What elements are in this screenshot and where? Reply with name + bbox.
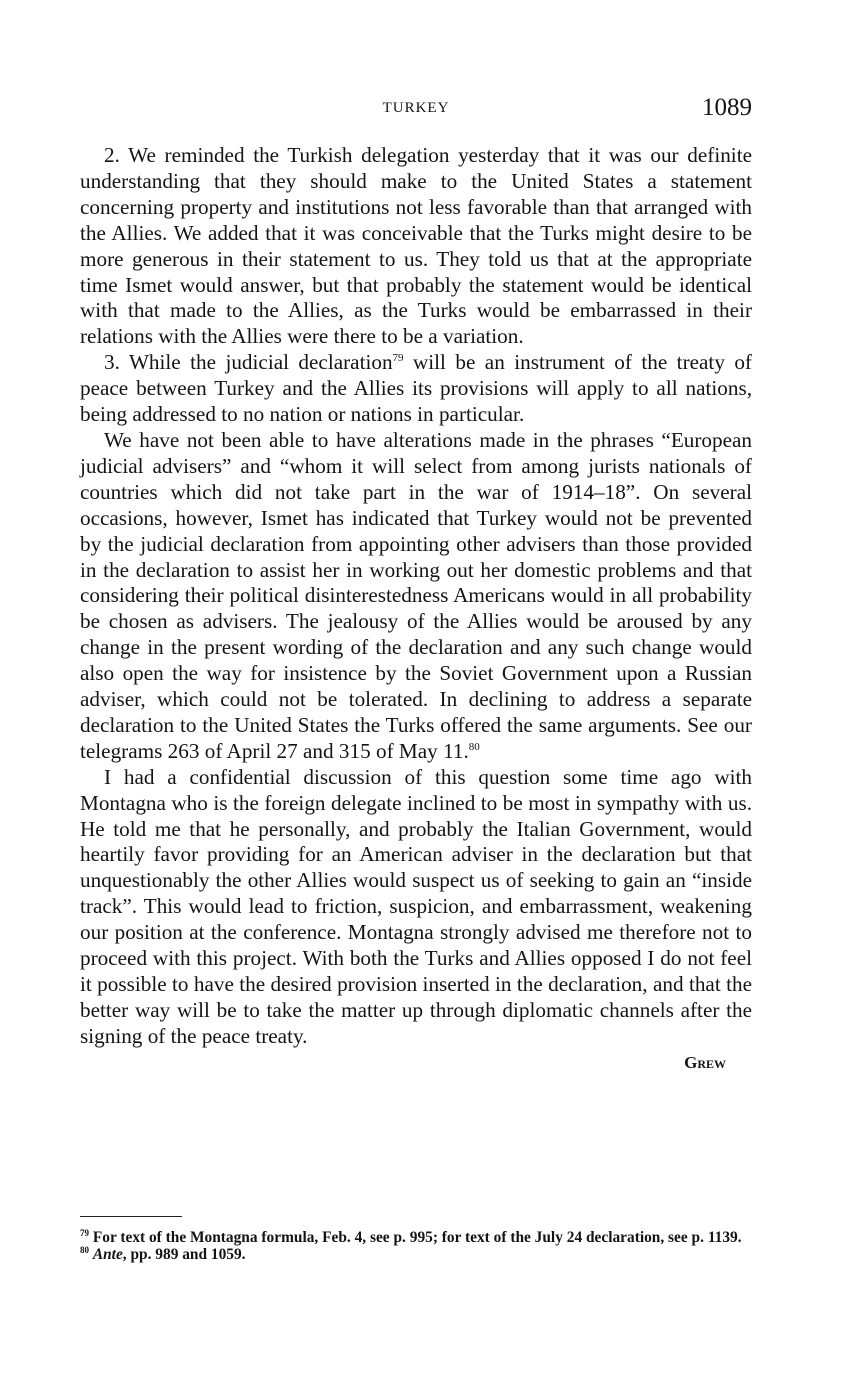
footnote-ref-80: 80 <box>468 740 480 753</box>
paragraph-text: 2. We reminded the Turkish delegation yesterday that it was our definite understanding that they should make to the United States a statement concerning property and institutions not less favorable than that arranged with the Allies. We added that it was conceivable that the Turks might desire to be more generous in their statement to us. They told us that at the appropriate time Ismet would answer, but that probably the statement would be identical with that made to the Allies, as the Turks would be embarrassed in their relations with the Allies were there to be a variation. <box>80 143 752 349</box>
footnote-79 <box>80 1229 752 1246</box>
footnote-text: , pp. 989 and 1059. <box>122 1246 246 1263</box>
footnote-80 <box>80 1246 752 1263</box>
footnote-ref-word: Ante <box>92 1246 123 1263</box>
page-number: 1089 <box>702 94 752 121</box>
footnote-marker: 80 <box>80 1244 89 1255</box>
paragraph-alterations <box>80 428 752 765</box>
footnote-marker: 79 <box>80 1227 89 1238</box>
signature: Grew <box>684 1052 726 1072</box>
paragraph-3 <box>80 350 752 428</box>
paragraph-text: We have not been able to have alterations made in the phrases “European judicial advisers” and “whom it will select from among jurists nationals of countries which did not take part in the war of 1914–18”. On several occasions, however, Ismet has indicated that Turkey would not be prevented by the judicial declaration from appointing other advisers than those provided in the declaration to assist her in working out her domestic problems and that considering their political disinterestedness Americans would in all probability be chosen as advisers. The jealousy of the Allies would be aroused by any change in the present wording of the declaration and any such change would also open the way for insistence by the Soviet Government upon a Russian adviser, which could not be tolerated. In declining to address a separate declaration to the United States the Turks offered the same arguments. See our telegrams 263 of April 27 and 315 of May 11. <box>80 427 752 763</box>
paragraph-text: 3. While the judicial declaration <box>104 350 393 375</box>
footnote-text: For text of the Montagna formula, Feb. 4, see p. 995; for text of the July 24 declaration, see p. 1139. <box>92 1229 742 1246</box>
footnotes <box>80 1229 752 1263</box>
paragraph-text: I had a confidential discussion of this question some time ago with Montagna who is the foreign delegate inclined to be most in sympathy with us. He told me that he personally, and probably the Italian Government, would heartily favor providing for an American adviser in the declaration but that unquestionably the other Allies would suspect us of seeking to gain an “inside track”. This would lead to friction, suspicion, and embarrassment, weakening our position at the conference. Montagna strongly advised me therefore not to proceed with this project. With both the Turks and Allies opposed I do not feel it possible to have the desired provision inserted in the declaration, and that the better way will be to take the matter up through diplomatic channels after the signing of the peace treaty. <box>80 764 752 1048</box>
paragraph-text: will be an instrument of the treaty of peace between Turkey and the Allies its provisions will apply to all nations, being addressed to no nation or nations in particular. <box>80 350 752 427</box>
page-header <box>80 94 752 126</box>
body-text <box>80 143 752 1076</box>
paragraph-2 <box>80 143 752 350</box>
footnote-ref-79: 79 <box>392 352 404 365</box>
running-head: TURKEY <box>382 100 450 116</box>
paragraph-montagna <box>80 765 752 1050</box>
footnote-divider <box>80 1216 182 1217</box>
